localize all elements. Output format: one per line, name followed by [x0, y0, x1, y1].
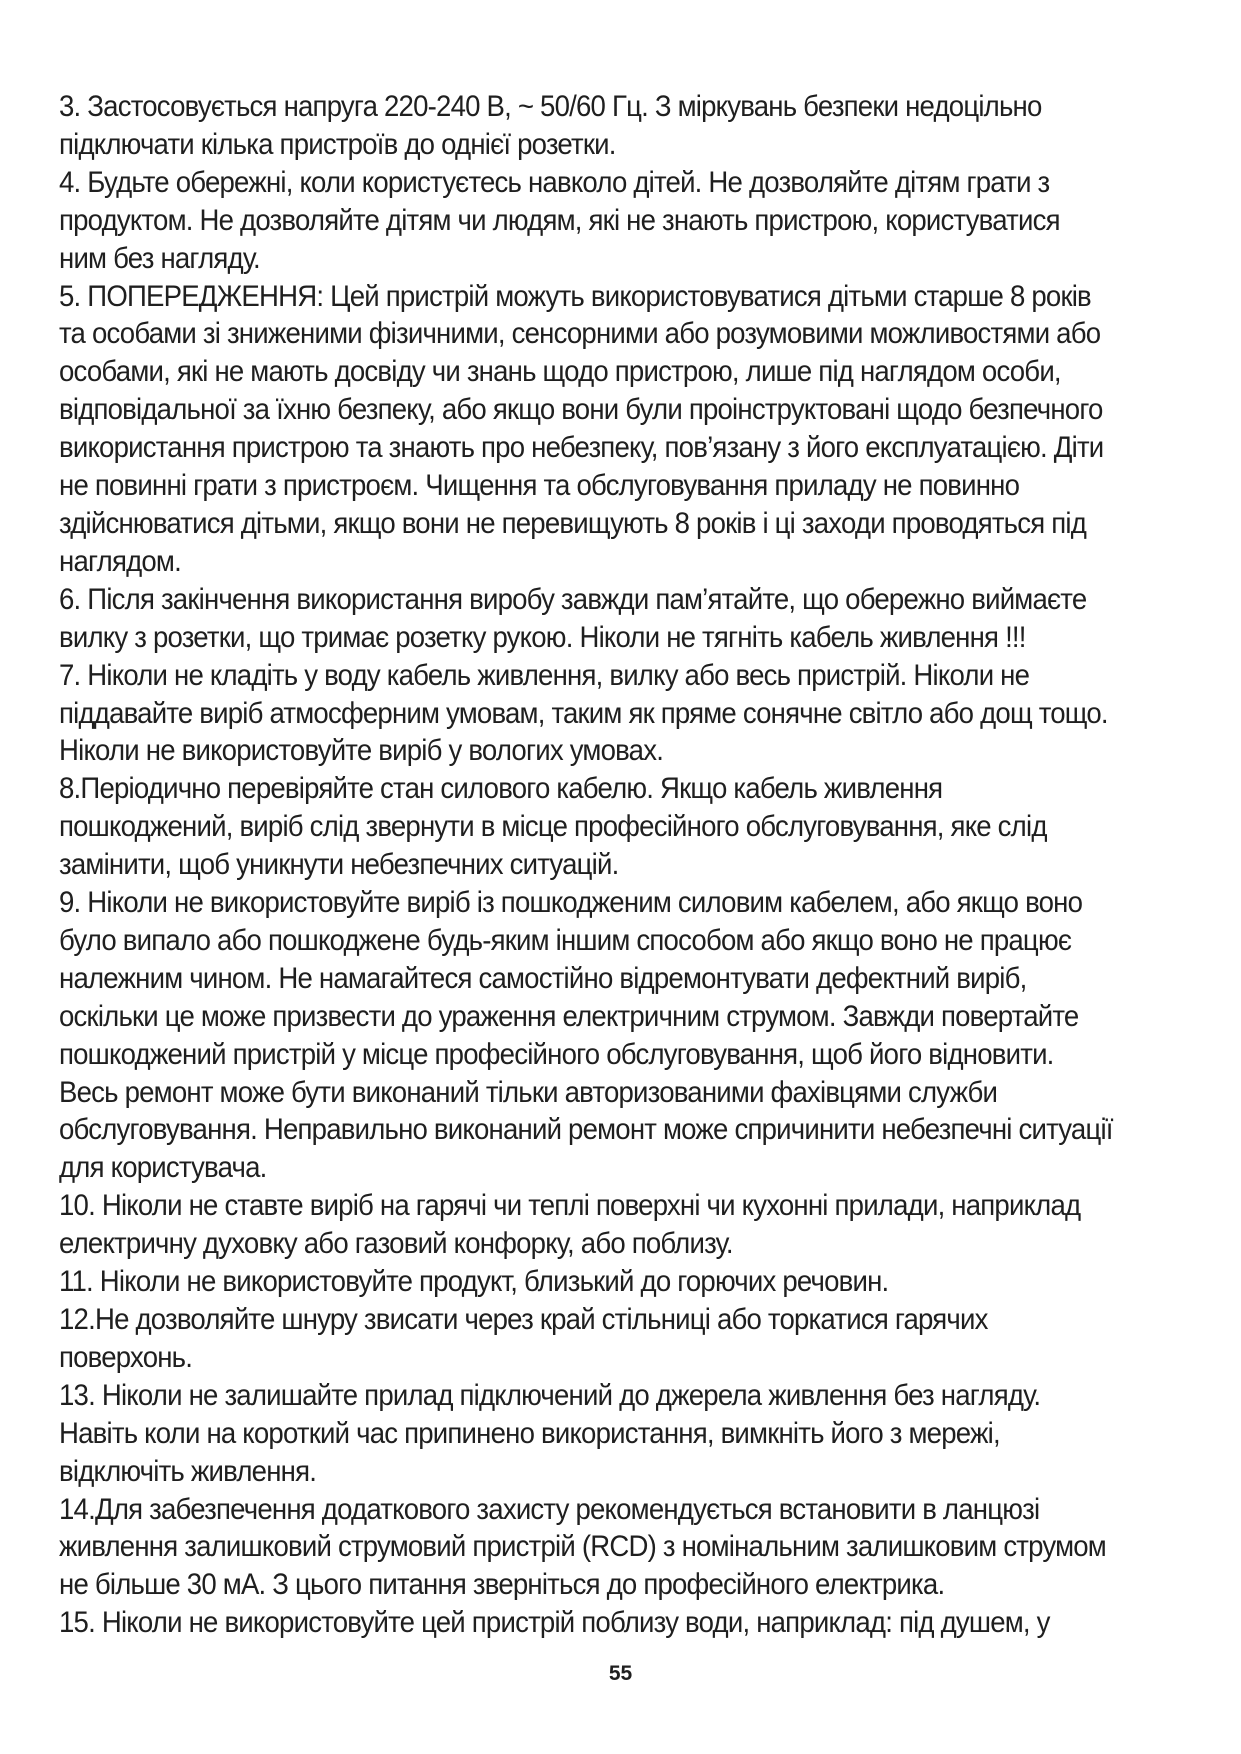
paragraph-5: 5. ПОПЕРЕДЖЕННЯ: Цей пристрій можуть використовуватися дітьми старше 8 років та особами зі зниженими фізичними, сенсорними або розумовими можливостями або особами, які не мають досвіду чи знань щодо пристрою, лише під наглядом особи, відповідальної за їхню безпеку, або якщо вони були проінструктовані щодо безпечного використання пристрою та знають про небезпеку, пов’язану з його експлуатацією. Діти не повинні грати з пристроєм. Чищення та обслуговування приладу не повинно здійснюватися дітьми, якщо вони не перевищують 8 років і ці заходи проводяться під наглядом.: [59, 279, 1104, 578]
paragraph-12: 12.Не дозволяйте шнуру звисати через край стільниці або торкатися гарячих поверхонь.: [59, 1303, 988, 1374]
page-number: 55: [608, 1662, 633, 1685]
paragraph-3: 3. Застосовується напруга 220-240 В, ~ 50/60 Гц. З міркувань безпеки недоцільно підключати кілька пристроїв до однієї розетки.: [59, 90, 1042, 161]
paragraph-8: 8.Періодично перевіряйте стан силового кабелю. Якщо кабель живлення пошкоджений, виріб слід звернути в місце професійного обслуговування, яке слід замінити, щоб уникнути небезпечних ситуацій.: [59, 772, 1047, 882]
paragraph-4: 4. Будьте обережні, коли користуєтесь навколо дітей. Не дозволяйте дітям грати з продуктом. Не дозволяйте дітям чи людям, які не знають пристрою, користуватися ним без нагляду.: [59, 165, 1060, 275]
paragraph-14: 14.Для забезпечення додаткового захисту рекомендується встановити в ланцюзі живлення залишковий струмовий пристрій (RCD) з номінальним залишковим струмом не більше 30 мА. З цього питання зверніться до професійного електрика.: [59, 1492, 1106, 1602]
document-body: [59, 88, 1114, 1642]
paragraph-13: 13. Ніколи не залишайте прилад підключений до джерела живлення без нагляду. Навіть коли на короткий час припинено використання, вимкніть його з мережі, відключіть живлення.: [59, 1378, 1041, 1488]
paragraph-9: 9. Ніколи не використовуйте виріб із пошкодженим силовим кабелем, або якщо воно було випало або пошкоджене будь-яким іншим способом або якщо воно не працює належним чином. Не намагайтеся самостійно відремонтувати дефектний виріб, оскільки це може призвести до ураження електричним струмом. Завжди повертайте пошкоджений пристрій у місце професійного обслуговування, щоб його відновити. Весь ремонт може бути виконаний тільки авторизованими фахівцями служби обслуговування. Неправильно виконаний ремонт може спричинити небезпечні ситуації для користувача.: [59, 886, 1113, 1185]
paragraph-11: 11. Ніколи не використовуйте продукт, близький до горючих речовин.: [59, 1265, 889, 1299]
paragraph-15: 15. Ніколи не використовуйте цей пристрій поблизу води, наприклад: під душем, у: [59, 1606, 1050, 1640]
paragraph-6: 6. Після закінчення використання виробу завжди пам’ятайте, що обережно виймаєте вилку з розетки, що тримає розетку рукою. Ніколи не тягніть кабель живлення !!!: [59, 582, 1087, 654]
paragraph-7: 7. Ніколи не кладіть у воду кабель живлення, вилку або весь пристрій. Ніколи не піддавайте виріб атмосферним умовам, таким як пряме сонячне світло або дощ тощо. Ніколи не використовуйте виріб у вологих умовах.: [59, 658, 1108, 768]
paragraph-10: 10. Ніколи не ставте виріб на гарячі чи теплі поверхні чи кухонні прилади, наприклад електричну духовку або газовий конфорку, або поблизу.: [59, 1189, 1081, 1261]
